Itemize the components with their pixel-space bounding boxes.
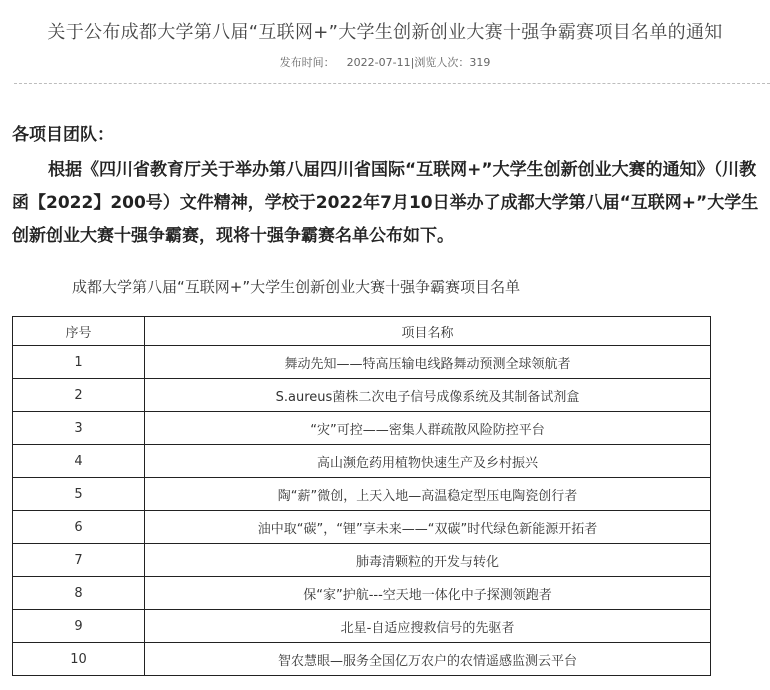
row-index: 7	[13, 544, 145, 577]
row-index: 5	[13, 478, 145, 511]
views-label: 浏览人次：	[414, 56, 470, 69]
project-table	[12, 316, 711, 676]
table-row	[13, 379, 711, 412]
article-title: 关于公布成都大学第八届“互联网+”大学生创新创业大赛十强争霸赛项目名单的通知	[47, 22, 723, 43]
table-row	[13, 412, 711, 445]
table-row	[13, 577, 711, 610]
row-index: 1	[13, 346, 145, 379]
row-project-name: 肺毒清颗粒的开发与转化	[145, 544, 711, 577]
table-row	[13, 643, 711, 676]
row-index: 10	[13, 643, 145, 676]
table-row	[13, 445, 711, 478]
row-project-name: 高山濒危药用植物快速生产及乡村振兴	[145, 445, 711, 478]
row-index: 8	[13, 577, 145, 610]
notice-body: 根据《四川省教育厅关于举办第八届四川省国际“互联网+”大学生创新创业大赛的通知》（川教函【2022】200号）文件精神，学校于2022年7月10日举办了成都大学第八届“互联网+”大学生创新创业大赛十强争霸赛，现将十强争霸赛名单公布如下。	[12, 160, 759, 246]
table-row	[13, 610, 711, 643]
table-row	[13, 346, 711, 379]
salutation: 各项目团队：	[12, 125, 114, 145]
row-index: 6	[13, 511, 145, 544]
header-project-name: 项目名称	[145, 317, 711, 346]
row-project-name: “灾”可控——密集人群疏散风险防控平台	[145, 412, 711, 445]
row-project-name: S.aureus菌株二次电子信号成像系统及其制备试剂盒	[145, 379, 711, 412]
publish-date: 2022-07-11	[346, 56, 411, 69]
article-meta	[0, 54, 770, 70]
row-project-name: 舞动先知——特高压输电线路舞动预测全球领航者	[145, 346, 711, 379]
header-divider	[14, 83, 770, 84]
row-project-name: 陶“薪”微创，上天入地—高温稳定型压电陶瓷创行者	[145, 478, 711, 511]
table-row	[13, 511, 711, 544]
row-project-name: 油中取“碳”，“锂”享未来——“双碳”时代绿色新能源开拓者	[145, 511, 711, 544]
table-row	[13, 544, 711, 577]
row-index: 2	[13, 379, 145, 412]
row-project-name: 智农慧眼—服务全国亿万农户的农情遥感监测云平台	[145, 643, 711, 676]
row-index: 4	[13, 445, 145, 478]
header-index: 序号	[13, 317, 145, 346]
row-project-name: 北星-自适应搜救信号的先驱者	[145, 610, 711, 643]
table-row	[13, 478, 711, 511]
publish-label: 发布时间：	[279, 56, 335, 69]
row-index: 3	[13, 412, 145, 445]
row-project-name: 保“家”护航---空天地一体化中子探测领跑者	[145, 577, 711, 610]
table-header-row	[13, 317, 711, 346]
meta-separator: |	[410, 56, 415, 69]
table-caption: 成都大学第八届“互联网+”大学生创新创业大赛十强争霸赛项目名单	[72, 278, 521, 296]
views-count: 319	[469, 56, 491, 69]
row-index: 9	[13, 610, 145, 643]
